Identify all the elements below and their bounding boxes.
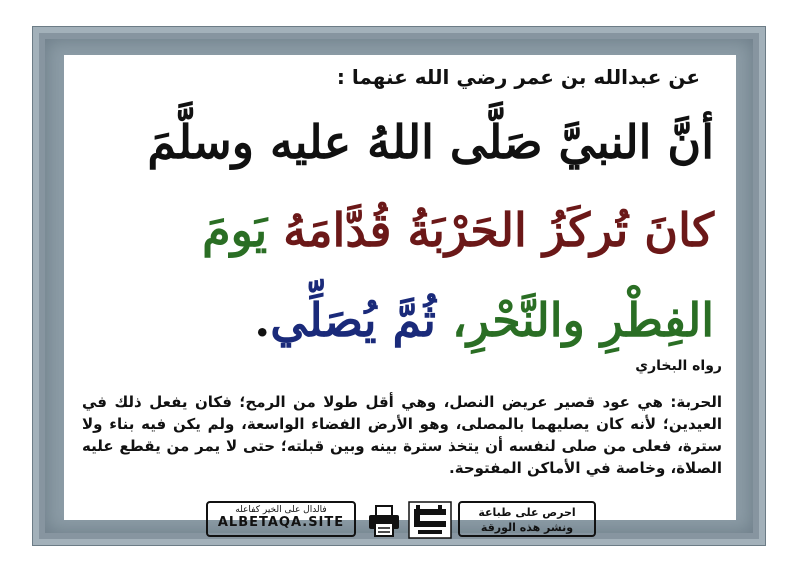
hadith-line-3-green: الفِطْرِ والنَّحْرِ، bbox=[451, 293, 714, 347]
hadith-line-2 bbox=[202, 203, 714, 257]
explanation-text: الحربة: هي عود قصير عريض النصل، وهي أقل طولا من الرمح؛ فكان يفعل ذلك في العيدين؛ لأنه كان يصليهما بالمصلى، وهو الأرض الفضاء الواسعة، ولم يكن فيه بناء ولا سترة، فعلى من صلى لنفسه أن يتخذ سترة بينه وبين قبلته؛ حتى لا يمر من يقطع عليه الصلاة، وخاصة في الأماكن المفتوحة. bbox=[82, 393, 722, 477]
hadith-line-3-end: . bbox=[254, 293, 271, 347]
hadith-line-1-text: أنَّ النبيَّ صَلَّى اللهُ عليه وسلَّمَ bbox=[147, 115, 714, 169]
narrator-intro: عن عبدالله بن عمر رضي الله عنهما : bbox=[336, 65, 700, 89]
site-badge bbox=[206, 501, 356, 537]
footer-bar bbox=[206, 501, 596, 541]
site-name: ALBETAQA.SITE bbox=[217, 515, 345, 530]
hadith-line-3-navy: ثُمَّ يُصَلِّي bbox=[270, 293, 436, 347]
hadith-source: رواه البخاري bbox=[635, 358, 722, 374]
site-tagline: فالدال على الخير كفاعله bbox=[235, 505, 327, 515]
print-plea bbox=[458, 501, 596, 537]
plea-line-2: ونشر هذه الورقة bbox=[480, 521, 574, 534]
hadith-line-3 bbox=[254, 293, 714, 347]
hadith-line-1 bbox=[147, 115, 714, 169]
logo-icon bbox=[408, 501, 452, 539]
hadith-line-2-maroon: كانَ تُركَزُ الحَرْبَةُ قُدَّامَهُ bbox=[283, 203, 714, 257]
content-card bbox=[64, 55, 736, 520]
printer-icon bbox=[366, 503, 402, 539]
hadith-line-2-green: يَومَ bbox=[202, 203, 268, 257]
plea-line-1: احرص على طباعة bbox=[478, 506, 576, 519]
